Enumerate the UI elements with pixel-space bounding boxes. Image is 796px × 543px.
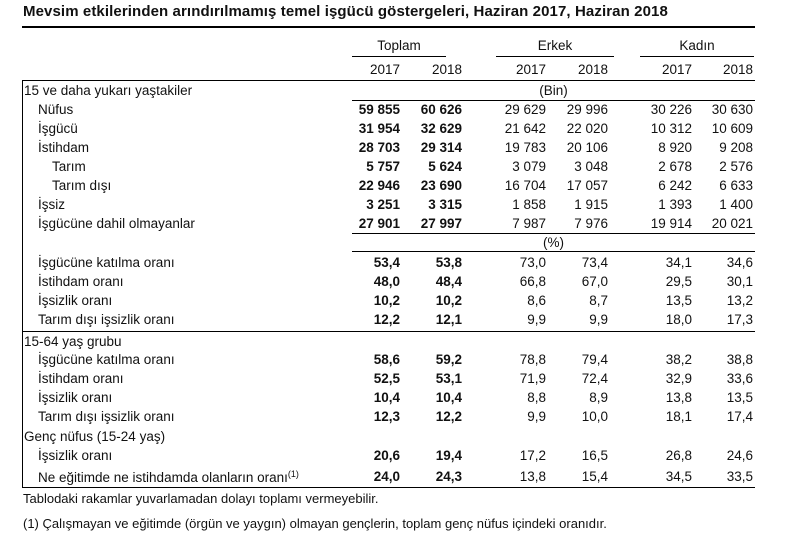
cell-rows-1564-2-toplam-2017: 10,4: [373, 390, 400, 405]
cell-rows-bin-1-toplam-2018: 32 629: [420, 121, 462, 136]
group-underline-kadin: [640, 56, 754, 57]
cell-rows-pct-3-erkek-2018: 9,9: [589, 312, 608, 327]
cell-rows-1564-2-toplam-2018: 10,4: [435, 390, 462, 405]
cell-rows-genc-1-kadin-2017: 34,5: [665, 469, 692, 484]
row-label-pct-tarim-disi: Tarım dışı işsizlik oranı: [38, 312, 175, 327]
cell-rows-bin-4-toplam-2017: 22 946: [358, 178, 400, 193]
cell-rows-pct-1-erkek-2017: 66,8: [519, 274, 546, 289]
cell-rows-genc-0-toplam-2018: 19,4: [435, 448, 462, 463]
bottom-rule: [22, 487, 755, 488]
cell-rows-bin-2-kadin-2018: 9 208: [719, 140, 753, 155]
row-label-pct-issizlik: İşsizlik oranı: [38, 293, 113, 308]
cell-rows-pct-2-toplam-2018: 10,2: [435, 293, 462, 308]
section-15-64: 15-64 yaş grubu: [24, 334, 122, 349]
year-erkek-2017: 2017: [515, 62, 546, 77]
cell-rows-bin-3-erkek-2018: 3 048: [574, 159, 608, 174]
cell-rows-1564-3-erkek-2017: 9,9: [527, 409, 546, 424]
cell-rows-bin-5-kadin-2018: 1 400: [719, 197, 753, 212]
group-underline-erkek: [496, 56, 614, 57]
cell-rows-pct-3-toplam-2017: 12,2: [373, 312, 400, 327]
neet-label-text: Ne eğitimde ne istihdamda olanların oranı: [38, 470, 288, 485]
cell-rows-genc-1-erkek-2018: 15,4: [581, 469, 608, 484]
cell-rows-bin-6-kadin-2018: 20 021: [711, 216, 753, 231]
cell-rows-1564-0-kadin-2017: 38,2: [665, 352, 692, 367]
section-genc: Genç nüfus (15-24 yaş): [24, 429, 166, 444]
cell-rows-1564-1-kadin-2018: 33,6: [726, 371, 753, 386]
cell-rows-pct-0-toplam-2018: 53,8: [435, 255, 462, 270]
cell-rows-bin-5-toplam-2018: 3 315: [428, 197, 462, 212]
cell-rows-bin-1-kadin-2018: 10 609: [711, 121, 753, 136]
cell-rows-bin-0-erkek-2017: 29 629: [504, 102, 546, 117]
row-label-1564-istihdam: İstihdam oranı: [38, 371, 124, 386]
cell-rows-genc-0-erkek-2018: 16,5: [581, 448, 608, 463]
cell-rows-bin-5-kadin-2017: 1 393: [658, 197, 692, 212]
header-erkek: Erkek: [537, 38, 573, 53]
cell-rows-bin-0-toplam-2017: 59 855: [358, 102, 400, 117]
top-rule: [22, 26, 755, 28]
cell-rows-bin-6-toplam-2018: 27 997: [420, 216, 462, 231]
cell-rows-bin-6-erkek-2017: 7 987: [512, 216, 546, 231]
unit-percent: (%): [543, 235, 564, 250]
cell-rows-1564-0-toplam-2018: 59,2: [435, 352, 462, 367]
cell-rows-pct-1-kadin-2018: 30,1: [726, 274, 753, 289]
group-underline-toplam: [352, 56, 446, 57]
cell-rows-bin-2-toplam-2018: 29 314: [420, 140, 462, 155]
cell-rows-bin-5-erkek-2018: 1 915: [574, 197, 608, 212]
cell-rows-pct-2-kadin-2018: 13,2: [726, 293, 753, 308]
section-rule-1564: [22, 331, 755, 332]
cell-rows-1564-3-kadin-2018: 17,4: [726, 409, 753, 424]
year-toplam-2018: 2018: [431, 62, 462, 77]
cell-rows-pct-2-erkek-2018: 8,7: [589, 293, 608, 308]
cell-rows-1564-3-toplam-2017: 12,3: [373, 409, 400, 424]
cell-rows-genc-1-toplam-2018: 24,3: [435, 469, 462, 484]
row-label-genc-neet: [38, 469, 299, 485]
cell-rows-1564-0-toplam-2017: 58,6: [373, 352, 400, 367]
row-label-1564-tarim-disi: Tarım dışı işsizlik oranı: [38, 409, 175, 424]
row-label-isgucu: İşgücü: [38, 121, 78, 136]
row-label-1564-katilma: İşgücüne katılma oranı: [38, 352, 175, 367]
cell-rows-bin-3-kadin-2017: 2 678: [658, 159, 692, 174]
cell-rows-bin-2-erkek-2018: 20 106: [566, 140, 608, 155]
cell-rows-1564-1-erkek-2018: 72,4: [581, 371, 608, 386]
row-label-issiz: İşsiz: [38, 197, 65, 212]
row-label-isgucune-dahil-olmayanlar: İşgücüne dahil olmayanlar: [38, 216, 195, 231]
row-label-pct-istihdam: İstihdam oranı: [38, 274, 124, 289]
cell-rows-1564-2-erkek-2017: 8,8: [527, 390, 546, 405]
cell-rows-genc-1-kadin-2018: 33,5: [726, 469, 753, 484]
cell-rows-bin-0-erkek-2018: 29 996: [566, 102, 608, 117]
row-label-pct-katilma: İşgücüne katılma oranı: [38, 255, 175, 270]
cell-rows-genc-0-kadin-2018: 24,6: [726, 448, 753, 463]
cell-rows-bin-0-kadin-2017: 30 226: [650, 102, 692, 117]
cell-rows-pct-2-toplam-2017: 10,2: [373, 293, 400, 308]
cell-rows-1564-0-erkek-2018: 79,4: [581, 352, 608, 367]
unit-bin: (Bin): [539, 83, 568, 98]
cell-rows-pct-0-erkek-2018: 73,4: [581, 255, 608, 270]
cell-rows-1564-2-kadin-2017: 13,8: [665, 390, 692, 405]
cell-rows-pct-1-toplam-2017: 48,0: [373, 274, 400, 289]
row-label-istihdam: İstihdam: [38, 140, 90, 155]
cell-rows-pct-2-erkek-2017: 8,6: [527, 293, 546, 308]
cell-rows-bin-2-kadin-2017: 8 920: [658, 140, 692, 155]
header-toplam: Toplam: [377, 38, 421, 53]
cell-rows-pct-3-erkek-2017: 9,9: [527, 312, 546, 327]
cell-rows-bin-1-erkek-2017: 21 642: [504, 121, 546, 136]
cell-rows-pct-0-kadin-2017: 34,1: [665, 255, 692, 270]
section-15-plus: 15 ve daha yukarı yaştakiler: [24, 83, 193, 98]
table-title: Mevsim etkilerinden arındırılmamış temel işgücü göstergeleri, Haziran 2017, Haziran 2018: [23, 3, 668, 20]
cell-rows-bin-4-kadin-2017: 6 242: [658, 178, 692, 193]
cell-rows-pct-1-erkek-2018: 67,0: [581, 274, 608, 289]
row-label-tarim-disi: Tarım dışı: [52, 178, 112, 193]
left-border: [22, 80, 23, 488]
cell-rows-bin-4-kadin-2018: 6 633: [719, 178, 753, 193]
cell-rows-bin-1-erkek-2018: 22 020: [566, 121, 608, 136]
cell-rows-bin-2-erkek-2017: 19 783: [504, 140, 546, 155]
cell-rows-pct-3-kadin-2018: 17,3: [726, 312, 753, 327]
year-erkek-2018: 2018: [577, 62, 608, 77]
cell-rows-1564-2-kadin-2018: 13,5: [726, 390, 753, 405]
cell-rows-bin-4-toplam-2018: 23 690: [420, 178, 462, 193]
cell-rows-pct-1-toplam-2018: 48,4: [435, 274, 462, 289]
cell-rows-bin-4-erkek-2017: 16 704: [504, 178, 546, 193]
cell-rows-bin-5-erkek-2017: 1 858: [512, 197, 546, 212]
cell-rows-pct-2-kadin-2017: 13,5: [665, 293, 692, 308]
cell-rows-bin-1-kadin-2017: 10 312: [650, 121, 692, 136]
bin-unit-rule: [352, 100, 755, 101]
row-label-tarim: Tarım: [52, 159, 86, 174]
cell-rows-bin-3-toplam-2017: 5 757: [366, 159, 400, 174]
row-label-genc-issizlik: İşsizlik oranı: [38, 448, 113, 463]
cell-rows-bin-3-erkek-2017: 3 079: [512, 159, 546, 174]
footnote-rounding: Tablodaki rakamlar yuvarlamadan dolayı toplamı vermeyebilir.: [23, 491, 379, 506]
cell-rows-pct-3-kadin-2017: 18,0: [665, 312, 692, 327]
cell-rows-bin-0-kadin-2018: 30 630: [711, 102, 753, 117]
cell-rows-bin-6-toplam-2017: 27 901: [358, 216, 400, 231]
footnote-neet-definition: (1) Çalışmayan ve eğitimde (örgün ve yaygın) olmayan gençlerin, toplam genç nüfus içindeki oranıdır.: [23, 516, 607, 531]
cell-rows-pct-1-kadin-2017: 29,5: [665, 274, 692, 289]
cell-rows-bin-2-toplam-2017: 28 703: [358, 140, 400, 155]
year-kadin-2017: 2017: [661, 62, 692, 77]
cell-rows-genc-0-toplam-2017: 20,6: [373, 448, 400, 463]
cell-rows-1564-3-toplam-2018: 12,2: [435, 409, 462, 424]
pct-unit-bottom-rule: [352, 251, 755, 252]
cell-rows-bin-4-erkek-2018: 17 057: [566, 178, 608, 193]
pct-unit-top-rule: [352, 233, 755, 234]
cell-rows-genc-1-erkek-2017: 13,8: [519, 469, 546, 484]
header-kadin: Kadın: [679, 38, 715, 53]
cell-rows-1564-2-erkek-2018: 8,9: [589, 390, 608, 405]
cell-rows-bin-6-erkek-2018: 7 976: [574, 216, 608, 231]
cell-rows-pct-0-kadin-2018: 34,6: [726, 255, 753, 270]
header-rule: [22, 80, 755, 81]
cell-rows-bin-0-toplam-2018: 60 626: [420, 102, 462, 117]
cell-rows-pct-0-toplam-2017: 53,4: [373, 255, 400, 270]
row-label-1564-issizlik: İşsizlik oranı: [38, 390, 113, 405]
cell-rows-1564-1-toplam-2017: 52,5: [373, 371, 400, 386]
cell-rows-1564-0-erkek-2017: 78,8: [519, 352, 546, 367]
cell-rows-genc-0-kadin-2017: 26,8: [665, 448, 692, 463]
cell-rows-pct-0-erkek-2017: 73,0: [519, 255, 546, 270]
cell-rows-1564-0-kadin-2018: 38,8: [726, 352, 753, 367]
cell-rows-pct-3-toplam-2018: 12,1: [435, 312, 462, 327]
cell-rows-bin-3-kadin-2018: 2 576: [719, 159, 753, 174]
cell-rows-bin-5-toplam-2017: 3 251: [366, 197, 400, 212]
footnote-marker: (1): [287, 469, 299, 479]
cell-rows-bin-1-toplam-2017: 31 954: [358, 121, 400, 136]
cell-rows-1564-1-kadin-2017: 32,9: [665, 371, 692, 386]
cell-rows-bin-3-toplam-2018: 5 624: [428, 159, 462, 174]
cell-rows-genc-0-erkek-2017: 17,2: [519, 448, 546, 463]
cell-rows-1564-3-erkek-2018: 10,0: [581, 409, 608, 424]
cell-rows-bin-6-kadin-2017: 19 914: [650, 216, 692, 231]
row-label-nufus: Nüfus: [38, 102, 74, 117]
cell-rows-1564-1-toplam-2018: 53,1: [435, 371, 462, 386]
cell-rows-genc-1-toplam-2017: 24,0: [373, 469, 400, 484]
cell-rows-1564-1-erkek-2017: 71,9: [519, 371, 546, 386]
year-kadin-2018: 2018: [722, 62, 753, 77]
year-toplam-2017: 2017: [369, 62, 400, 77]
cell-rows-1564-3-kadin-2017: 18,1: [665, 409, 692, 424]
